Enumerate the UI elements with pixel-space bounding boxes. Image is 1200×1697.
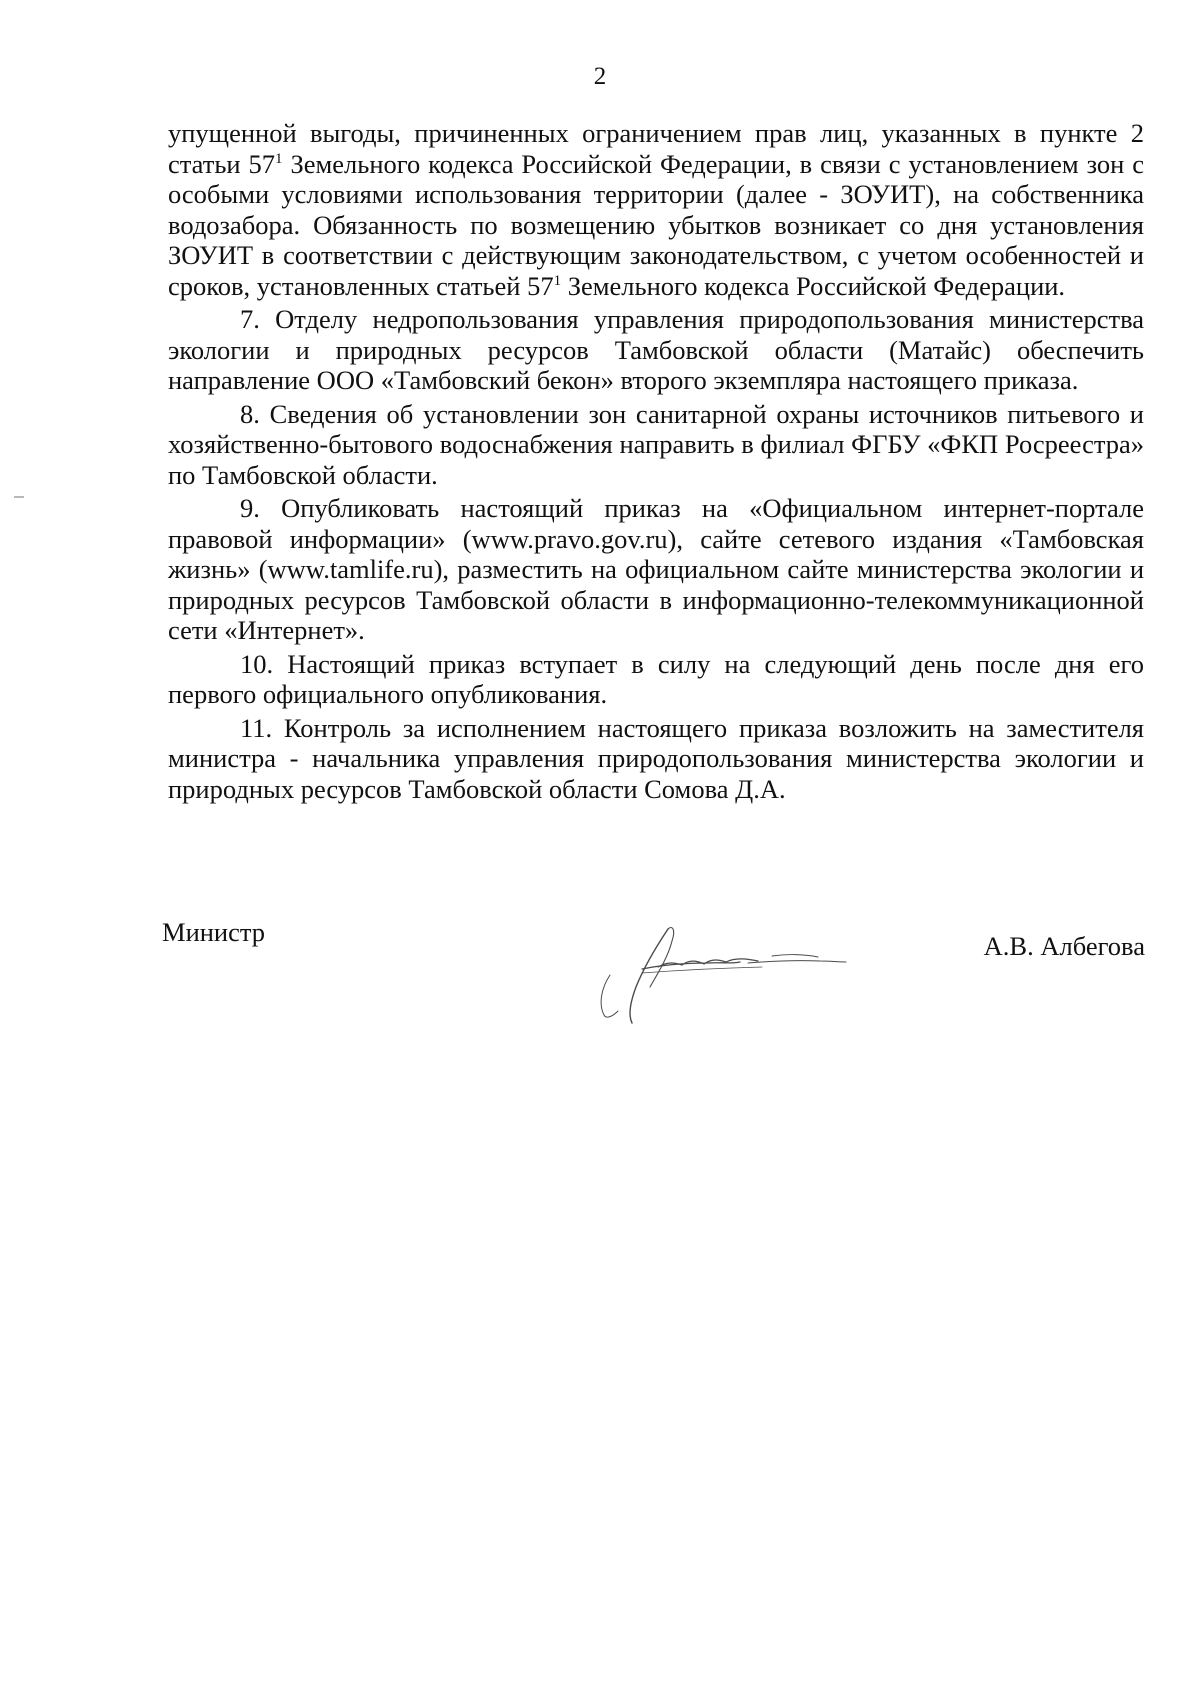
paragraph-item-7: 7. Отделу недропользования управления природопользования министерства экологии и природных ресурсов Тамбовской области (Матайс) обеспечить направление ООО «Тамбовский бекон» второго экземпляра настоящего приказа. [168,304,1144,395]
document-body [168,118,1144,807]
handwritten-signature-icon [572,907,852,1032]
signatory-title: Министр [162,917,266,947]
text-run: Земельного кодекса Российской Федерации. [561,270,1066,301]
signatory-name: А.В. Албегова [983,931,1145,961]
text-run: упущенной выгоды, причиненных ограничением прав лиц, указанных в пункте 2 статьи 57 [168,118,1144,179]
text-run: Земельного кодекса Российской Федерации, в связи с установлением зон с особыми условиями использования территории (далее - ЗОУИТ), на собственника водозабора. Обязанность по возмещению убытков возникает со дня установления ЗОУИТ в соответствии с действующим законодательством, с учетом особенностей и сроков, установленных статьей 57 [168,148,1144,301]
paragraph-item-11: 11. Контроль за исполнением настоящего приказа возложить на заместителя министра - начальника управления природопользования министерства экологии и природных ресурсов Тамбовской области Сомова Д.А. [168,712,1144,804]
signature-block [162,917,1145,1037]
paragraph-item-10: 10. Настоящий приказ вступает в силу на следующий день после дня его первого официального опубликования. [168,648,1144,709]
paragraph-continuation [168,118,1144,301]
margin-mark [14,496,24,498]
paragraph-item-8: 8. Сведения об установлении зон санитарной охраны источников питьевого и хозяйственно-бытового водоснабжения направить в филиал ФГБУ «ФКП Росреестра» по Тамбовской области. [168,398,1144,490]
superscript: 1 [275,150,283,167]
paragraph-item-9: 9. Опубликовать настоящий приказ на «Официальном интернет-портале правовой информации» (www.pravo.gov.ru), сайте сетевого издания «Тамбовская жизнь» (www.tamlife.ru), разместить на официальном сайте министерства экологии и природных ресурсов Тамбовской области в информационно-телекоммуникационной сети «Интернет». [168,493,1144,645]
page-number: 2 [593,63,607,90]
superscript: 1 [553,272,562,289]
